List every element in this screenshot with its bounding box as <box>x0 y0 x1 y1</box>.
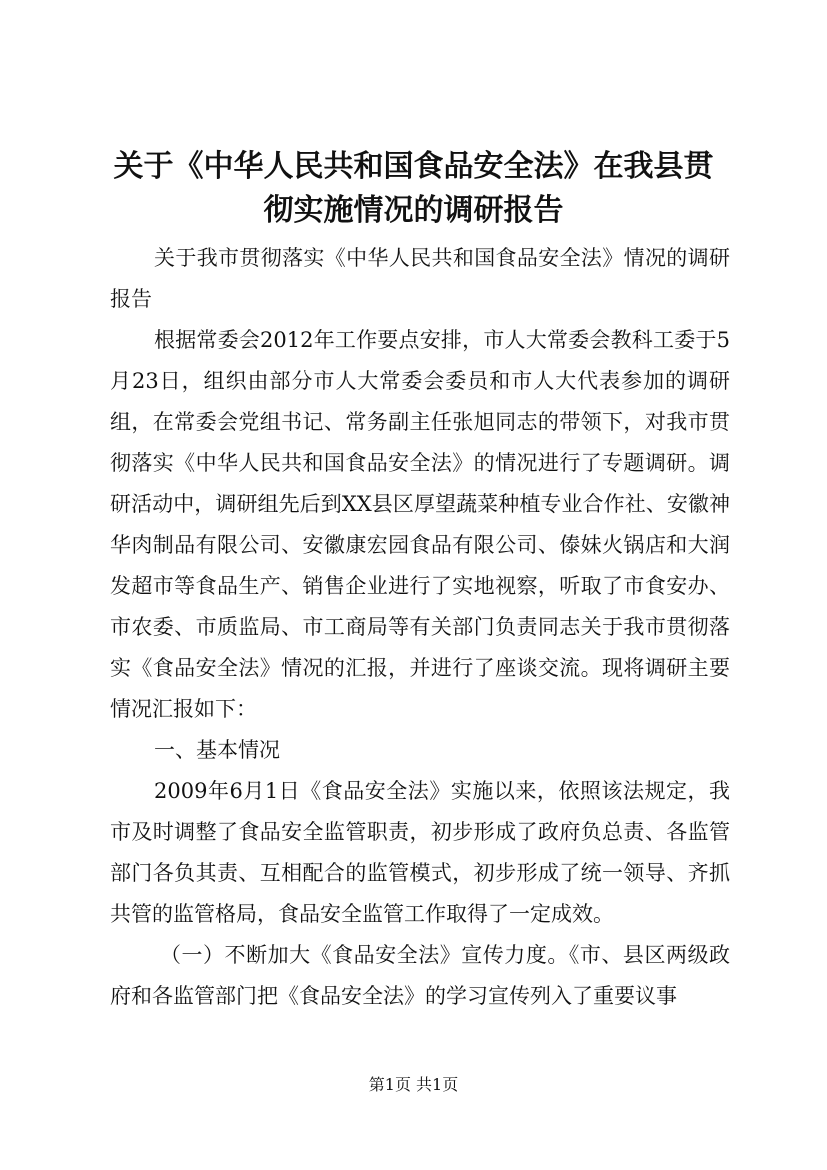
title-line-1: 关于《中华人民共和国食品安全法》在我县贯 <box>113 149 714 184</box>
title-line-2: 彻实施情况的调研报告 <box>263 193 564 228</box>
document-title <box>100 145 727 233</box>
paragraph-publicity: （一）不断加大《食品安全法》宣传力度。《市、县区两级政府和各监管部门把《食品安全法》的学习宣传列入了重要议事 <box>110 943 730 1008</box>
section-heading-basic-situation: 一、基本情况 <box>154 738 280 762</box>
paragraph-basic-situation: 2009年6月1日《食品安全法》实施以来，依照该法规定，我市及时调整了食品安全监管职责，初步形成了政府负总责、各监管部门各负其责、互相配合的监管模式，初步形成了统一领导、齐抓共管的监管格局，食品安全监管工作取得了一定成效。 <box>110 779 730 926</box>
page-number-label: 第1页 共1页 <box>368 1075 459 1094</box>
paragraph-intro: 根据常委会2012年工作要点安排，市人大常委会教科工委于5月23日，组织由部分市人大常委会委员和市人大代表参加的调研组，在常委会党组书记、常务副主任张旭同志的带领下，对我市贯彻落实《中华人民共和国食品安全法》的情况进行了专题调研。调研活动中，调研组先后到XX县区厚望蔬菜种植专业合作社、安徽神华肉制品有限公司、安徽康宏园食品有限公司、傣妹火锅店和大润发超市等食品生产、销售企业进行了实地视察，听取了市食安办、市农委、市质监局、市工商局等有关部门负责同志关于我市贯彻落实《食品安全法》情况的汇报，并进行了座谈交流。现将调研主要情况汇报如下： <box>110 328 730 721</box>
document-body <box>110 238 730 1017</box>
paragraph-subtitle: 关于我市贯彻落实《中华人民共和国食品安全法》情况的调研报告 <box>110 246 730 311</box>
page-footer <box>0 1075 827 1095</box>
